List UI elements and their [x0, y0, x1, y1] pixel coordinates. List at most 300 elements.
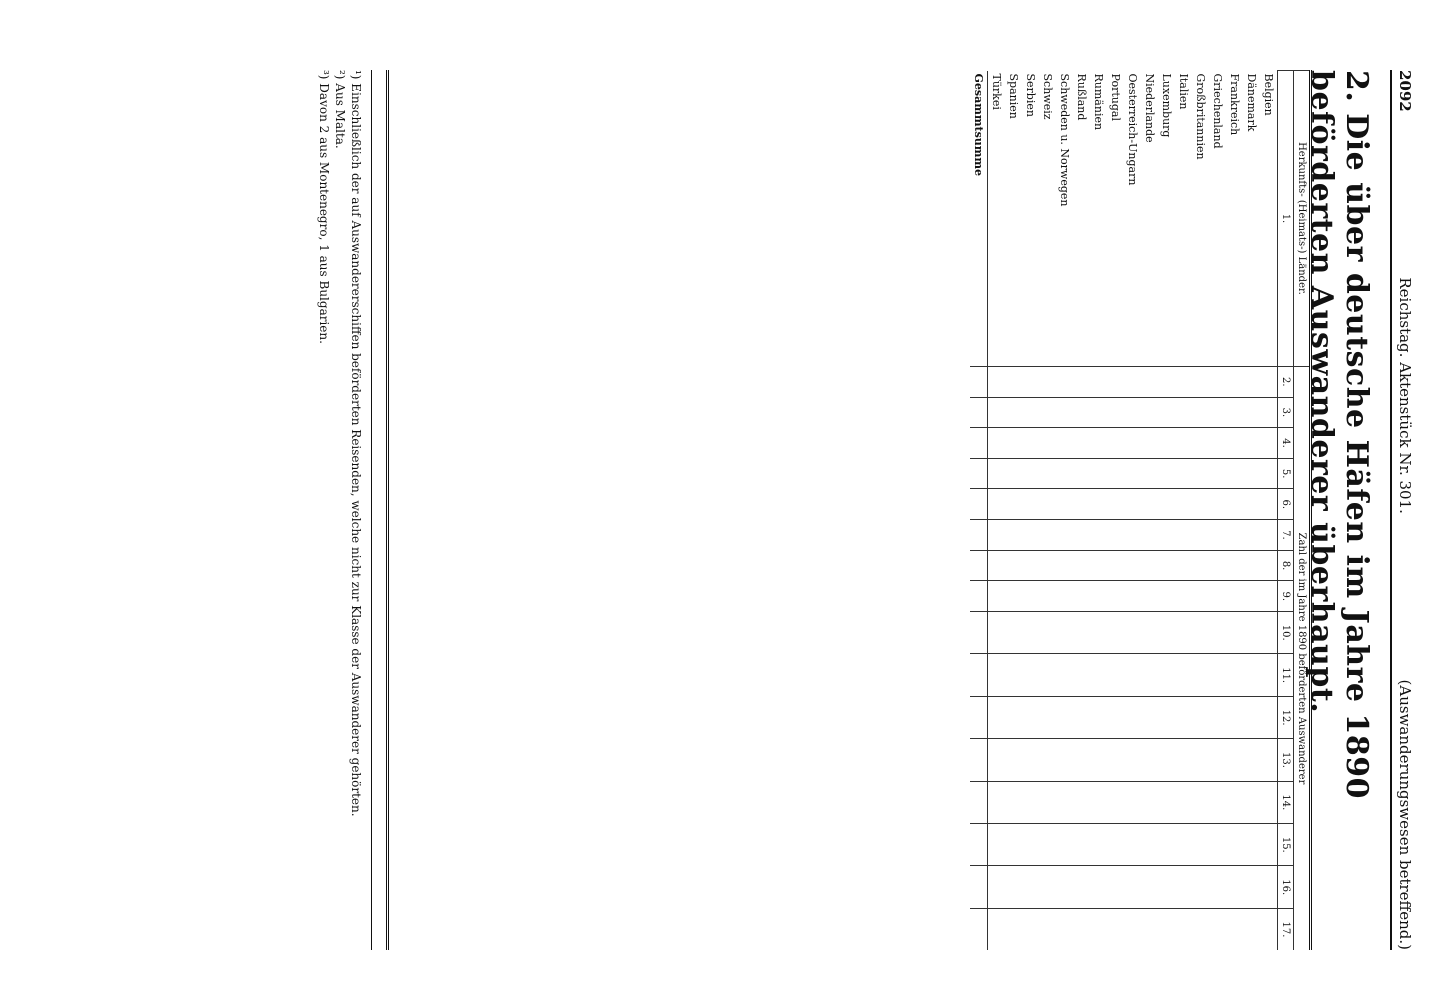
page-title: 2. Die über deutsche Häfen im Jahre 1890 beförderten Auswanderer überhaupt. [1304, 70, 1374, 799]
table-cell [1260, 739, 1278, 781]
table-cell [1090, 866, 1107, 908]
table-cell [1226, 581, 1243, 612]
table-cell [1090, 581, 1107, 612]
column-number: 8. [1278, 550, 1294, 581]
table-cell [1107, 781, 1124, 823]
table-cell [988, 366, 1006, 397]
table-cell [1192, 428, 1209, 459]
column-number: 2. [1278, 366, 1294, 397]
table-cell [1005, 581, 1022, 612]
table-cell [1243, 520, 1260, 551]
table-cell [1073, 397, 1090, 428]
table-cell [1260, 696, 1278, 738]
table-cell [1192, 866, 1209, 908]
column-number: 9. [1278, 581, 1294, 612]
table-cell [1243, 489, 1260, 520]
table-cell [1005, 908, 1022, 950]
table-cell [970, 739, 988, 781]
table-cell [1141, 739, 1158, 781]
table-cell [1056, 824, 1073, 866]
table-cell [1107, 612, 1124, 654]
table-cell [970, 581, 988, 612]
table-cell [1022, 824, 1039, 866]
table-cell [1175, 696, 1192, 738]
table-cell [970, 824, 988, 866]
table-cell [1005, 739, 1022, 781]
table-cell [1260, 458, 1278, 489]
table-cell [1124, 520, 1141, 551]
table-cell [1243, 654, 1260, 696]
table-cell [1039, 550, 1056, 581]
table-row [988, 71, 1006, 951]
table-cell [1175, 397, 1192, 428]
table-cell [1158, 866, 1175, 908]
table-cell [1260, 781, 1278, 823]
table-cell [1209, 489, 1226, 520]
table-cell [1124, 696, 1141, 738]
table-cell [1039, 781, 1056, 823]
table-row [1005, 71, 1022, 951]
table-cell [1243, 581, 1260, 612]
row-label: Luxemburg [1160, 73, 1173, 138]
table-cell [1243, 366, 1260, 397]
table-cell [1090, 739, 1107, 781]
table-cell [1141, 520, 1158, 551]
table-cell [1039, 866, 1056, 908]
table-row [1226, 71, 1243, 951]
table-cell [1090, 520, 1107, 551]
table-row [1090, 71, 1107, 951]
table-cell [1124, 781, 1141, 823]
header-right: (Auswanderungswesen betreffend.) [1396, 679, 1414, 950]
table-cell [1175, 520, 1192, 551]
table-cell [1073, 824, 1090, 866]
header-center: Reichstag. Aktenstück Nr. 301. [1396, 277, 1414, 514]
table-cell [988, 397, 1006, 428]
table-cell [1124, 866, 1141, 908]
table-cell [1243, 824, 1260, 866]
table-cell [1260, 654, 1278, 696]
table-cell [1005, 550, 1022, 581]
table-cell [1090, 654, 1107, 696]
table-cell [1175, 908, 1192, 950]
table-cell [1141, 908, 1158, 950]
table-cell [1124, 489, 1141, 520]
row-label: Dänemark [1245, 73, 1258, 132]
table-cell [1073, 739, 1090, 781]
table-row [1260, 71, 1278, 951]
table-cell [1158, 397, 1175, 428]
table-cell [1158, 781, 1175, 823]
table-cell [1243, 696, 1260, 738]
table-cell [1107, 428, 1124, 459]
table-cell [1124, 739, 1141, 781]
table-cell [1226, 428, 1243, 459]
table-row [1192, 71, 1209, 951]
table-cell [970, 428, 988, 459]
table-cell [1192, 458, 1209, 489]
table-cell [988, 612, 1006, 654]
table-row [1158, 71, 1175, 951]
table-cell [1107, 581, 1124, 612]
table-cell [1022, 366, 1039, 397]
table-cell [970, 520, 988, 551]
table-cell [1141, 550, 1158, 581]
table-cell [1175, 824, 1192, 866]
table-cell [1073, 520, 1090, 551]
table-cell [1260, 908, 1278, 950]
table-cell [1005, 824, 1022, 866]
table-cell [970, 489, 988, 520]
group-header: Zahl der im Jahre 1890 beförderten Auswanderer [1294, 366, 1310, 950]
table-cell [1158, 696, 1175, 738]
table-cell [970, 397, 988, 428]
table-cell [1056, 458, 1073, 489]
table-cell [1175, 866, 1192, 908]
table-cell [1022, 520, 1039, 551]
column-number: 10. [1278, 612, 1294, 654]
table-cell [1243, 866, 1260, 908]
table-cell [1073, 781, 1090, 823]
row-label: Portugal [1109, 73, 1122, 121]
table-cell [1090, 366, 1107, 397]
table-cell [1192, 489, 1209, 520]
table-cell [1073, 581, 1090, 612]
table-cell [1090, 428, 1107, 459]
table-cell [1209, 824, 1226, 866]
table-cell [1107, 908, 1124, 950]
table-cell [1209, 654, 1226, 696]
table-cell [1073, 696, 1090, 738]
table-cell [1209, 866, 1226, 908]
table-cell [1209, 781, 1226, 823]
table-cell [1226, 397, 1243, 428]
table-cell [1124, 908, 1141, 950]
table-cell [1260, 612, 1278, 654]
column-number: 14. [1278, 781, 1294, 823]
table-cell [988, 520, 1006, 551]
table-cell [970, 458, 988, 489]
column-number: 5. [1278, 458, 1294, 489]
table-cell [1175, 366, 1192, 397]
table-cell [1260, 550, 1278, 581]
table-cell [988, 428, 1006, 459]
table-cell [1056, 428, 1073, 459]
table-cell [1209, 739, 1226, 781]
table-cell [1039, 489, 1056, 520]
table-cell [1073, 428, 1090, 459]
table-cell [970, 550, 988, 581]
table-row [1107, 71, 1124, 951]
table-cell [1022, 612, 1039, 654]
row-label: Griechenland [1211, 73, 1224, 149]
table-cell [1022, 428, 1039, 459]
table-cell [1192, 654, 1209, 696]
table-cell [1090, 781, 1107, 823]
row-label: Schweden u. Norwegen [1058, 73, 1071, 207]
table-cell [1107, 866, 1124, 908]
table-cell [1192, 397, 1209, 428]
table-cell [1141, 824, 1158, 866]
footnotes [315, 70, 372, 950]
table-cell [1073, 550, 1090, 581]
table-row [1073, 71, 1090, 951]
table-cell [1209, 581, 1226, 612]
table-cell [1039, 428, 1056, 459]
table-cell [1209, 520, 1226, 551]
row-label: Rumänien [1092, 73, 1105, 131]
table-cell [988, 824, 1006, 866]
table-cell [1056, 581, 1073, 612]
table-cell [1175, 489, 1192, 520]
table-cell [1073, 908, 1090, 950]
table-cell [970, 612, 988, 654]
table-cell [1022, 781, 1039, 823]
table-cell [1073, 489, 1090, 520]
table-cell [1039, 739, 1056, 781]
table-cell [1107, 824, 1124, 866]
table-row [1039, 71, 1056, 951]
table-cell [1107, 550, 1124, 581]
table-cell [1192, 550, 1209, 581]
table-cell [1107, 489, 1124, 520]
table-cell [1090, 696, 1107, 738]
table-cell [1226, 781, 1243, 823]
table-cell [970, 366, 988, 397]
column-number: 13. [1278, 739, 1294, 781]
table-cell [1175, 428, 1192, 459]
table-cell [1056, 654, 1073, 696]
table-cell [1090, 489, 1107, 520]
table-cell [1056, 696, 1073, 738]
table-cell [1124, 550, 1141, 581]
table-row [1175, 71, 1192, 951]
table-cell [1039, 581, 1056, 612]
table-cell [988, 696, 1006, 738]
table-cell [1158, 489, 1175, 520]
table-cell [1124, 581, 1141, 612]
table-cell [1005, 696, 1022, 738]
table-cell [1209, 366, 1226, 397]
table-cell [1107, 654, 1124, 696]
table-cell [1056, 866, 1073, 908]
table-cell [1005, 654, 1022, 696]
table-cell [1141, 489, 1158, 520]
table-cell [1226, 696, 1243, 738]
column-number: 12. [1278, 696, 1294, 738]
table-cell [1158, 520, 1175, 551]
table-cell [1141, 696, 1158, 738]
table-cell [1158, 824, 1175, 866]
table-cell [1056, 489, 1073, 520]
table-cell [988, 781, 1006, 823]
table-cell [1005, 397, 1022, 428]
table-cell [1073, 654, 1090, 696]
table-cell [1209, 612, 1226, 654]
table-cell [970, 908, 988, 950]
total-row [970, 71, 988, 951]
table-cell [1056, 612, 1073, 654]
table-cell [1124, 397, 1141, 428]
table-cell [1226, 550, 1243, 581]
table-cell [1039, 654, 1056, 696]
table-cell [1209, 397, 1226, 428]
table-cell [1124, 612, 1141, 654]
table-cell [1005, 458, 1022, 489]
table-cell [1141, 654, 1158, 696]
table-cell [1124, 366, 1141, 397]
table-cell [1056, 397, 1073, 428]
table-cell [1209, 696, 1226, 738]
table-cell [1141, 428, 1158, 459]
table-cell [1124, 428, 1141, 459]
table-cell [1192, 612, 1209, 654]
table-cell [1141, 581, 1158, 612]
table-cell [1158, 428, 1175, 459]
table-row [1056, 71, 1073, 951]
table-cell [1039, 366, 1056, 397]
table-cell [1192, 581, 1209, 612]
table-cell [1243, 428, 1260, 459]
table-cell [1158, 366, 1175, 397]
column-number: 16. [1278, 866, 1294, 908]
column-number: 17. [1278, 908, 1294, 950]
table-cell [1039, 397, 1056, 428]
row-label: Gesammtsumme [970, 71, 988, 367]
table-cell [1192, 824, 1209, 866]
table-cell [1056, 739, 1073, 781]
table-cell [988, 550, 1006, 581]
table-cell [1209, 458, 1226, 489]
table-cell [1022, 866, 1039, 908]
table-cell [1243, 908, 1260, 950]
table-cell [1005, 781, 1022, 823]
row-label: Belgien [1262, 73, 1275, 116]
table-cell [1243, 550, 1260, 581]
table-body [970, 71, 1278, 951]
table-cell [1158, 908, 1175, 950]
table-cell [988, 654, 1006, 696]
table-cell [1005, 489, 1022, 520]
table-cell [1005, 866, 1022, 908]
table-cell [1090, 908, 1107, 950]
table-cell [988, 581, 1006, 612]
table-cell [1107, 696, 1124, 738]
table-cell [1158, 612, 1175, 654]
table-cell [1192, 696, 1209, 738]
column-number-row [1278, 71, 1294, 951]
table-cell [1175, 612, 1192, 654]
row-label: Türkei [990, 73, 1003, 110]
table-cell [1073, 612, 1090, 654]
table-cell [1175, 581, 1192, 612]
column-number: 4. [1278, 428, 1294, 459]
table-cell [1022, 397, 1039, 428]
table-cell [1124, 824, 1141, 866]
table-cell [1056, 550, 1073, 581]
table-row [1022, 71, 1039, 951]
table-cell [1005, 428, 1022, 459]
table-cell [1056, 366, 1073, 397]
column-number: 11. [1278, 654, 1294, 696]
table-cell [1226, 489, 1243, 520]
table-cell [1226, 739, 1243, 781]
table-cell [1039, 696, 1056, 738]
table-cell [1226, 866, 1243, 908]
table-cell [1039, 612, 1056, 654]
table-cell [1260, 489, 1278, 520]
column-number: 7. [1278, 520, 1294, 551]
row-label: Rußland [1075, 73, 1088, 121]
table-row [1243, 71, 1260, 951]
table-cell [1243, 612, 1260, 654]
column-number: 15. [1278, 824, 1294, 866]
table-cell [1039, 458, 1056, 489]
table-cell [1073, 866, 1090, 908]
table-cell [1192, 366, 1209, 397]
table-cell [1022, 581, 1039, 612]
table-cell [970, 866, 988, 908]
table-cell [1022, 550, 1039, 581]
table-cell [1260, 866, 1278, 908]
table-cell [1260, 428, 1278, 459]
table-cell [1209, 908, 1226, 950]
table-cell [1243, 739, 1260, 781]
table-cell [1022, 489, 1039, 520]
table-cell [1141, 458, 1158, 489]
table-cell [1141, 781, 1158, 823]
table-cell [1022, 908, 1039, 950]
table-cell [970, 654, 988, 696]
table-cell [1158, 581, 1175, 612]
table-cell [1022, 654, 1039, 696]
table-cell [1022, 696, 1039, 738]
table-cell [1260, 581, 1278, 612]
table-cell [1175, 739, 1192, 781]
table-cell [1022, 458, 1039, 489]
table-cell [1260, 397, 1278, 428]
table-cell [1005, 612, 1022, 654]
page-number: 2092 [1396, 70, 1414, 112]
table-cell [1107, 458, 1124, 489]
table-cell [1158, 550, 1175, 581]
emigrants-table-container [386, 70, 1312, 950]
emigrants-table [970, 70, 1309, 950]
table-cell [1209, 428, 1226, 459]
row-label: Niederlande [1143, 73, 1156, 143]
table-cell [1175, 654, 1192, 696]
table-cell [1226, 612, 1243, 654]
table-cell [1090, 458, 1107, 489]
table-row [1124, 71, 1141, 951]
table-row [1209, 71, 1226, 951]
table-cell [1209, 550, 1226, 581]
row-label: Serbien [1024, 73, 1037, 117]
table-cell [1192, 520, 1209, 551]
table-cell [1141, 366, 1158, 397]
footnote-3: ³) Davon 2 aus Montenegro, 1 aus Bulgarien. [317, 70, 331, 344]
table-cell [1039, 824, 1056, 866]
table-cell [1226, 654, 1243, 696]
row-label: Italien [1177, 73, 1190, 110]
table-cell [1226, 908, 1243, 950]
table-cell [1141, 612, 1158, 654]
table-cell [1192, 781, 1209, 823]
row-label: Spanien [1007, 73, 1020, 119]
table-cell [1107, 739, 1124, 781]
table-cell [1056, 908, 1073, 950]
table-cell [1226, 520, 1243, 551]
